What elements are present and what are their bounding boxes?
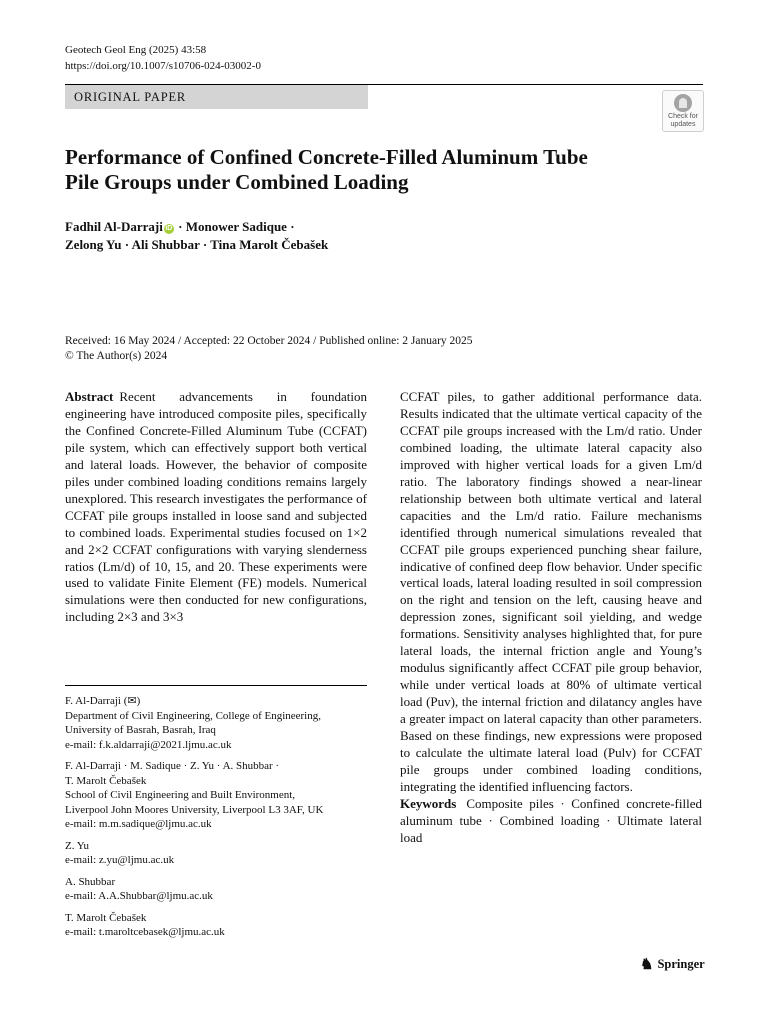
doi-link[interactable]: https://doi.org/10.1007/s10706-024-03002-0 <box>65 60 261 72</box>
paper-title <box>65 145 685 195</box>
title-line-2: Pile Groups under Combined Loading <box>65 170 409 194</box>
title-line-1: Performance of Confined Concrete-Filled Aluminum Tube <box>65 145 588 169</box>
publisher-name: Springer <box>657 957 705 971</box>
affiliation-rule <box>65 685 367 686</box>
authors-line-2[interactable]: Zelong Yu · Ali Shubbar · Tina Marolt Čebašek <box>65 237 329 252</box>
check-for-updates-badge[interactable] <box>662 90 704 132</box>
email[interactable]: e-mail: t.maroltcebasek@ljmu.ac.uk <box>65 926 225 938</box>
affiliation-block: F. Al-Darraji (✉) Department of Civil Engineering, College of Engineering, University of Basrah, Basrah, Iraq e-mail: f.k.aldarraji@2021.ljmu.ac.uk <box>65 694 367 752</box>
author-2[interactable]: · Monower Sadique · <box>174 219 295 234</box>
email[interactable]: e-mail: z.yu@ljmu.ac.uk <box>65 854 175 866</box>
journal-citation: Geotech Geol Eng (2025) 43:58 <box>65 44 207 56</box>
author-list <box>65 218 665 254</box>
check-updates-icon <box>674 94 692 112</box>
badge-line2: updates <box>670 121 696 128</box>
keywords <box>400 796 702 847</box>
dates-line: Received: 16 May 2024 / Accepted: 22 October 2024 / Published online: 2 January 2025 <box>65 335 473 347</box>
orcid-icon[interactable]: iD <box>165 225 173 232</box>
abstract-right-column <box>400 389 702 847</box>
abstract-text-right: CCFAT piles, to gather additional performance data. Results indicated that the ultimate vertical capacity of the CCFAT pile groups increased with the Lm/d ratio. Under combined loading, the ultimate lateral capacity also improved with higher vertical loads for a given Lm/d ratio. The laboratory findings showed a near-linear relationship between both ultimate vertical and lateral capacities and the Lm/d ratio. Failure mechanisms identified through numerical simulations revealed that CCFAT pile groups experienced punching shear failure, indicative of confined deep flow behavior. Under specific vertical loads, lateral loading resulted in soil compression on the right and tension on the left, causing heave and depression zones, significant soil yielding, and wedge formations. Sensitivity analyses highlighted that, for pure lateral loads, the internal friction angle and Young’s modulus significantly affect CCFAT pile group behavior, while under vertical loads at 80% of ultimate vertical load (Puv), the internal friction and dilatancy angles have a greater impact on lateral capacity than other parameters. Based on these findings, new expressions were proposed to calculate the ultimate lateral load (Pulv) for CCFAT pile groups under combined loading conditions, integrating the identified influencing factors. <box>400 389 702 794</box>
keywords-heading: Keywords <box>400 795 457 811</box>
affiliation-block: A. Shubbar e-mail: A.A.Shubbar@ljmu.ac.uk <box>65 875 367 904</box>
affiliations <box>65 685 367 947</box>
email[interactable]: e-mail: A.A.Shubbar@ljmu.ac.uk <box>65 890 213 902</box>
author-1[interactable]: Fadhil Al-Darraji <box>65 219 163 234</box>
keywords-text: Composite piles · Confined concrete-filled aluminum tube · Combined loading · Ultimate lateral load <box>400 795 702 845</box>
affiliation-block: T. Marolt Čebašek e-mail: t.maroltcebasek@ljmu.ac.uk <box>65 911 367 940</box>
article-type-banner: ORIGINAL PAPER <box>65 85 368 109</box>
email[interactable]: e-mail: f.k.aldarraji@2021.ljmu.ac.uk <box>65 738 232 751</box>
affiliation-block: F. Al-Darraji · M. Sadique · Z. Yu · A. Shubbar · T. Marolt Čebašek School of Civil Engineering and Built Environment, Liverpool John Moores University, Liverpool L3 3AF, UK e-mail: m.m.sadique@ljmu.ac.uk <box>65 759 367 832</box>
journal-header <box>65 42 261 74</box>
affiliation-block: Z. Yu e-mail: z.yu@ljmu.ac.uk <box>65 839 367 868</box>
abstract-left-column <box>65 389 367 626</box>
copyright-line: © The Author(s) 2024 <box>65 350 168 362</box>
abstract-heading: Abstract <box>65 389 114 404</box>
springer-logo[interactable] <box>640 955 705 974</box>
publication-dates <box>65 334 705 364</box>
email[interactable]: e-mail: m.m.sadique@ljmu.ac.uk <box>65 818 212 830</box>
springer-horse-icon: ♞ <box>640 957 654 973</box>
badge-line1: Check for <box>668 113 698 120</box>
abstract-text-left: Recent advancements in foundation engineering have introduced composite piles, specifically the Confined Concrete-Filled Aluminum Tube (CCFAT) pile system, which can effectively support both vertical and lateral loads. However, the behavior of composite piles under combined loading conditions remains largely unexplored. This research investigates the performance of CCFAT pile groups installed in loose sand and subjected to combined loads. Experimental studies focused on 1×2 and 2×2 CCFAT configurations with varying slenderness ratios (Lm/d) of 10, 15, and 20. These experiments were used to validate Finite Element (FE) models. Numerical simulations were then conducted for new configurations, including 2×3 and 3×3 <box>65 389 367 625</box>
